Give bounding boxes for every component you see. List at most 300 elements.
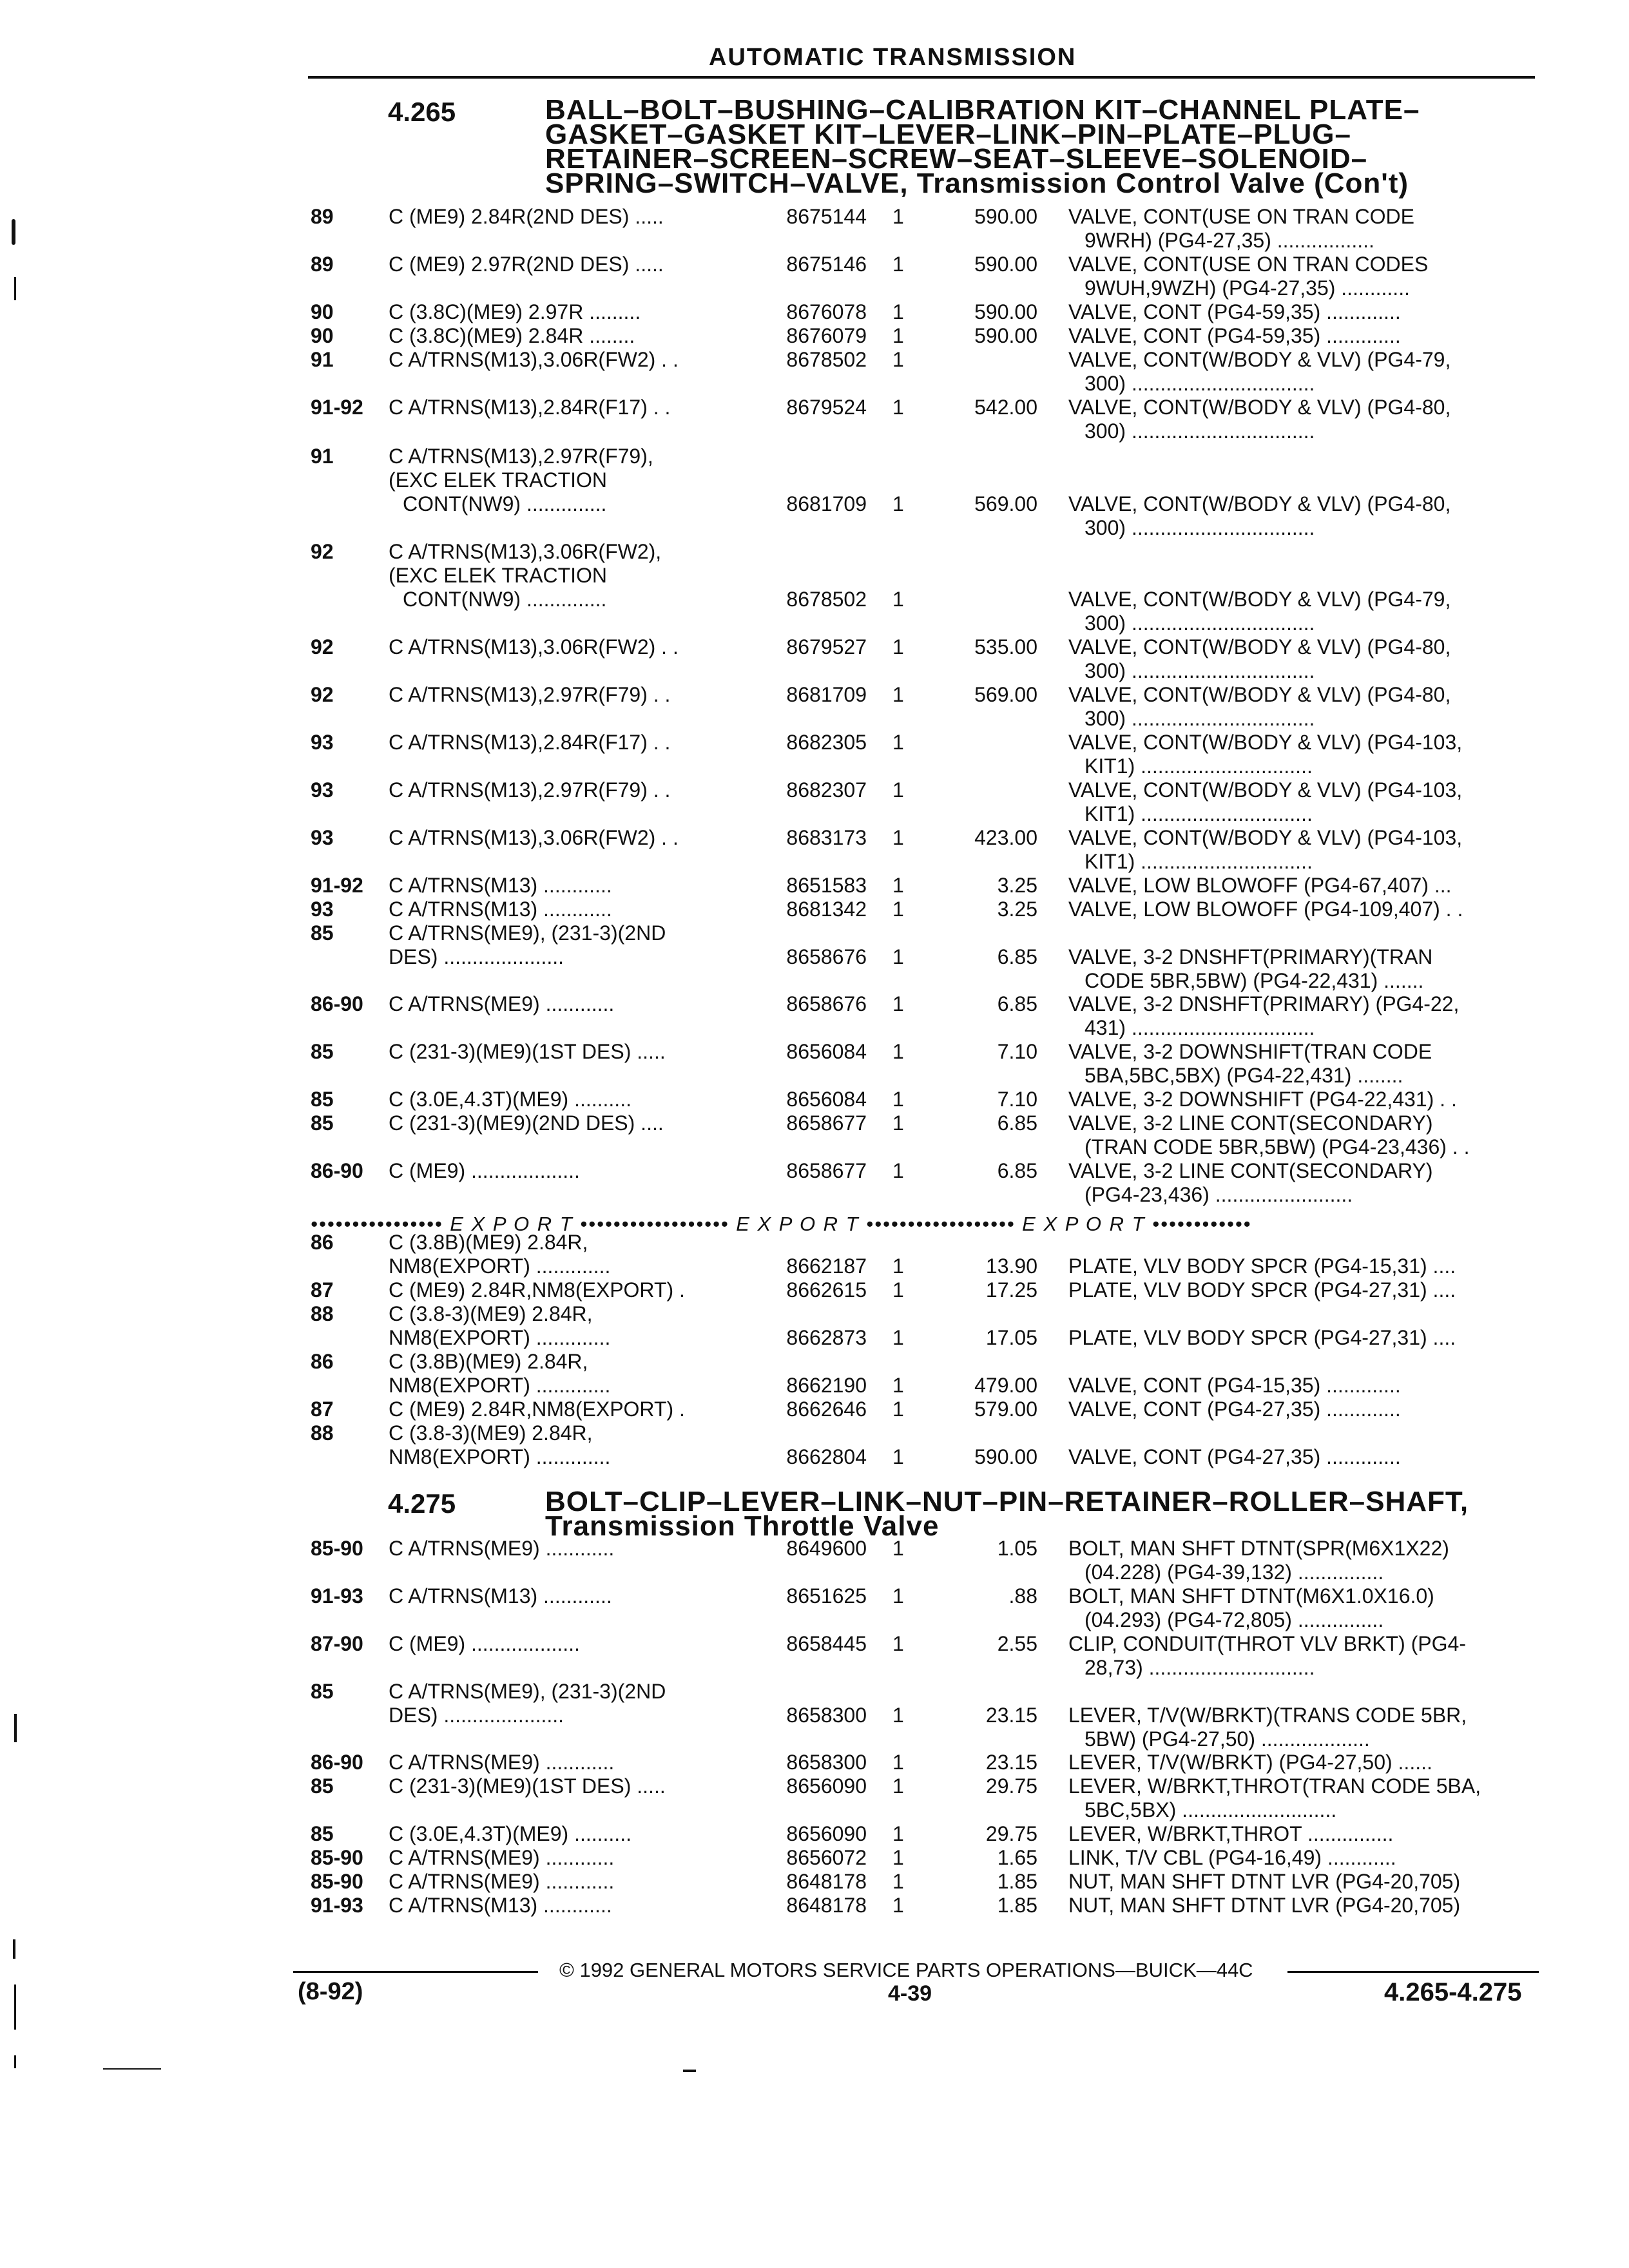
price: 17.05: [985, 1326, 1037, 1349]
description-text: VALVE, 3-2 DOWNSHIFT(TRAN CODE: [1068, 1040, 1432, 1063]
description-text: VALVE, CONT(W/BODY & VLV) (PG4-103,: [1068, 778, 1463, 802]
application-text: C A/TRNS(M13) ............: [389, 1894, 612, 1917]
quantity: 1: [892, 1398, 904, 1421]
price: 569.00: [974, 492, 1037, 515]
application-text: CONT(NW9) ..............: [403, 492, 607, 515]
application-text: C (ME9) ...................: [389, 1159, 580, 1182]
description-text: VALVE, CONT (PG4-27,35) .............: [1068, 1398, 1401, 1421]
application-text: C A/TRNS(M13),2.97R(F79),: [389, 445, 653, 468]
quantity: 1: [892, 635, 904, 658]
quantity: 1: [892, 205, 904, 228]
description-text: PLATE, VLV BODY SPCR (PG4-15,31) ....: [1068, 1254, 1456, 1278]
table-row: [0, 1111, 1629, 1160]
quantity: 1: [892, 1632, 904, 1655]
part-number: 8651583: [786, 874, 867, 897]
application-text: NM8(EXPORT) .............: [389, 1374, 611, 1397]
quantity: 1: [892, 1111, 904, 1135]
description-text: VALVE, CONT (PG4-59,35) .............: [1068, 300, 1401, 323]
application-text: C (231-3)(ME9)(2ND DES) ....: [389, 1111, 664, 1135]
scan-mark: [14, 277, 16, 300]
table-row: [0, 992, 1629, 1041]
table-row: [0, 778, 1629, 827]
figure-number: 85: [311, 921, 334, 945]
section-title: [545, 1486, 1469, 1542]
figure-number: 91-92: [311, 396, 363, 419]
part-number: 8656072: [786, 1846, 867, 1869]
application-text: DES) .....................: [389, 945, 564, 968]
quantity: 1: [892, 826, 904, 849]
price: 13.90: [985, 1254, 1037, 1278]
application-text: C (3.8-3)(ME9) 2.84R,: [389, 1421, 593, 1445]
part-number: 8656090: [786, 1774, 867, 1798]
description-text: VALVE, 3-2 LINE CONT(SECONDARY): [1068, 1159, 1433, 1182]
quantity: 1: [892, 1894, 904, 1917]
figure-number: 85: [311, 1680, 334, 1703]
figure-number: 87: [311, 1398, 334, 1421]
description-text: VALVE, 3-2 DOWNSHIFT (PG4-22,431) . .: [1068, 1088, 1457, 1111]
quantity: 1: [892, 1445, 904, 1468]
part-number: 8662873: [786, 1326, 867, 1349]
figure-number: 93: [311, 731, 334, 754]
figure-number: 93: [311, 826, 334, 849]
description-text: VALVE, CONT(W/BODY & VLV) (PG4-80,: [1068, 683, 1451, 706]
part-number: 8675146: [786, 253, 867, 276]
description-text: PLATE, VLV BODY SPCR (PG4-27,31) ....: [1068, 1278, 1456, 1302]
application-text: DES) .....................: [389, 1704, 564, 1727]
application-text: C (ME9) 2.84R,NM8(EXPORT) .: [389, 1278, 685, 1302]
application-text: C A/TRNS(M13),3.06R(FW2) . .: [389, 635, 679, 658]
part-number: 8648178: [786, 1894, 867, 1917]
part-number: 8679527: [786, 635, 867, 658]
part-number: 8681709: [786, 683, 867, 706]
price: 29.75: [985, 1822, 1037, 1845]
application-text: C A/TRNS(M13),2.97R(F79) . .: [389, 778, 671, 802]
table-row: [0, 348, 1629, 397]
price: 423.00: [974, 826, 1037, 849]
application-text: C A/TRNS(ME9), (231-3)(2ND: [389, 1680, 666, 1703]
footer-rule-left: [293, 1971, 538, 1973]
quantity: 1: [892, 1278, 904, 1302]
table-row: [0, 731, 1629, 780]
figure-number: 89: [311, 253, 334, 276]
part-number: 8678502: [786, 348, 867, 371]
quantity: 1: [892, 1751, 904, 1774]
application-text: C A/TRNS(M13),3.06R(FW2) . .: [389, 826, 679, 849]
price: 7.10: [997, 1088, 1037, 1111]
figure-number: 85: [311, 1088, 334, 1111]
quantity: 1: [892, 1537, 904, 1560]
figure-number: 85: [311, 1774, 334, 1798]
table-row: [0, 635, 1629, 684]
section-title-line: SPRING–SWITCH–VALVE, Transmission Control Valve (Con't): [545, 168, 1409, 199]
application-text: C (ME9) 2.97R(2ND DES) .....: [389, 253, 664, 276]
figure-number: 89: [311, 205, 334, 228]
figure-number: 93: [311, 778, 334, 802]
quantity: 1: [892, 1374, 904, 1397]
description-text: 5BA,5BC,5BX) (PG4-22,431) ........: [1084, 1064, 1403, 1087]
quantity: 1: [892, 1870, 904, 1893]
description-text: 5BC,5BX) ...........................: [1084, 1798, 1337, 1821]
price: 17.25: [985, 1278, 1037, 1302]
table-row: [0, 445, 1629, 539]
quantity: 1: [892, 300, 904, 323]
section-number: 4.275: [388, 1488, 456, 1519]
description-text: KIT1) ..............................: [1084, 850, 1313, 873]
application-text: C (3.8C)(ME9) 2.97R .........: [389, 300, 641, 323]
description-text: 300) ................................: [1084, 611, 1315, 635]
price: 6.85: [997, 1159, 1037, 1182]
figure-number: 85-90: [311, 1537, 363, 1560]
description-text: VALVE, CONT(W/BODY & VLV) (PG4-103,: [1068, 826, 1463, 849]
price: 590.00: [974, 205, 1037, 228]
figure-number: 91-93: [311, 1584, 363, 1608]
quantity: 1: [892, 683, 904, 706]
description-text: 9WRH) (PG4-27,35) .................: [1084, 229, 1374, 252]
footer-section-range: 4.265-4.275: [1384, 1978, 1522, 2006]
quantity: 1: [892, 1088, 904, 1111]
description-text: (PG4-23,436) ........................: [1084, 1183, 1353, 1206]
table-row: [0, 1231, 1629, 1280]
description-text: VALVE, CONT(W/BODY & VLV) (PG4-79,: [1068, 588, 1451, 611]
part-number: 8649600: [786, 1537, 867, 1560]
part-number: 8658676: [786, 992, 867, 1015]
description-text: VALVE, CONT(W/BODY & VLV) (PG4-103,: [1068, 731, 1463, 754]
description-text: VALVE, CONT(USE ON TRAN CODES: [1068, 253, 1429, 276]
figure-number: 91-92: [311, 874, 363, 897]
description-text: 300) ................................: [1084, 707, 1315, 730]
figure-number: 85: [311, 1040, 334, 1063]
application-text: C (231-3)(ME9)(1ST DES) .....: [389, 1040, 666, 1063]
table-row: [0, 1421, 1629, 1470]
part-number: 8648178: [786, 1870, 867, 1893]
description-text: 300) ................................: [1084, 419, 1315, 443]
description-text: VALVE, CONT(W/BODY & VLV) (PG4-79,: [1068, 348, 1451, 371]
application-text: NM8(EXPORT) .............: [389, 1326, 611, 1349]
table-row: [0, 396, 1629, 445]
table-row: [0, 1302, 1629, 1351]
header-rule: [308, 76, 1535, 79]
table-row: [0, 1159, 1629, 1208]
section-title-line: BOLT–CLIP–LEVER–LINK–NUT–PIN–RETAINER–ROLLER–SHAFT,: [545, 1486, 1469, 1517]
scan-mark: [14, 1984, 16, 2030]
quantity: 1: [892, 898, 904, 921]
description-text: (04.228) (PG4-39,132) ...............: [1084, 1561, 1384, 1584]
price: 6.85: [997, 992, 1037, 1015]
footer-copyright: © 1992 GENERAL MOTORS SERVICE PARTS OPERATIONS—BUICK—44C: [559, 1959, 1253, 1981]
price: 23.15: [985, 1751, 1037, 1774]
page-header-title: AUTOMATIC TRANSMISSION: [709, 44, 1077, 71]
description-text: PLATE, VLV BODY SPCR (PG4-27,31) ....: [1068, 1326, 1456, 1349]
quantity: 1: [892, 492, 904, 515]
price: 29.75: [985, 1774, 1037, 1798]
scan-mark: [14, 2055, 16, 2068]
quantity: 1: [892, 1159, 904, 1182]
description-text: 300) ................................: [1084, 516, 1315, 539]
quantity: 1: [892, 1254, 904, 1278]
description-text: LEVER, T/V(W/BRKT)(TRANS CODE 5BR,: [1068, 1704, 1467, 1727]
application-text: C (3.8C)(ME9) 2.84R ........: [389, 324, 635, 347]
application-text: C A/TRNS(ME9) ............: [389, 1846, 615, 1869]
footer-date: (8-92): [298, 1978, 363, 2005]
description-text: VALVE, CONT (PG4-15,35) .............: [1068, 1374, 1401, 1397]
description-text: LEVER, W/BRKT,THROT ...............: [1068, 1822, 1394, 1845]
description-text: 300) ................................: [1084, 372, 1315, 395]
part-number: 8658676: [786, 945, 867, 968]
application-text: C A/TRNS(ME9) ............: [389, 992, 615, 1015]
scan-mark: [683, 2070, 696, 2072]
table-row: [0, 1584, 1629, 1633]
description-text: LEVER, W/BRKT,THROT(TRAN CODE 5BA,: [1068, 1774, 1481, 1798]
price: 1.85: [997, 1894, 1037, 1917]
figure-number: 88: [311, 1421, 334, 1445]
part-number: 8656084: [786, 1088, 867, 1111]
section-title-line: BALL–BOLT–BUSHING–CALIBRATION KIT–CHANNEL PLATE–: [545, 94, 1420, 126]
description-text: VALVE, CONT (PG4-27,35) .............: [1068, 1445, 1401, 1468]
figure-number: 91-93: [311, 1894, 363, 1917]
part-number: 8662187: [786, 1254, 867, 1278]
quantity: 1: [892, 1704, 904, 1727]
application-text: C A/TRNS(ME9) ............: [389, 1537, 615, 1560]
table-row: [0, 1680, 1629, 1751]
part-number: 8675144: [786, 205, 867, 228]
part-number: 8658300: [786, 1704, 867, 1727]
part-number: 8681709: [786, 492, 867, 515]
figure-number: 92: [311, 683, 334, 706]
description-text: 28,73) .............................: [1084, 1656, 1315, 1679]
section-title-line: GASKET–GASKET KIT–LEVER–LINK–PIN–PLATE–PLUG–: [545, 119, 1351, 150]
application-text: C (231-3)(ME9)(1ST DES) .....: [389, 1774, 666, 1798]
description-text: VALVE, 3-2 DNSHFT(PRIMARY)(TRAN: [1068, 945, 1433, 968]
description-text: LEVER, T/V(W/BRKT) (PG4-27,50) ......: [1068, 1751, 1432, 1774]
part-number: 8682305: [786, 731, 867, 754]
description-text: VALVE, CONT(W/BODY & VLV) (PG4-80,: [1068, 635, 1451, 658]
part-number: 8662804: [786, 1445, 867, 1468]
table-row: [0, 826, 1629, 875]
section-title-line: RETAINER–SCREEN–SCREW–SEAT–SLEEVE–SOLENOID–: [545, 143, 1368, 175]
figure-number: 85: [311, 1111, 334, 1135]
quantity: 1: [892, 253, 904, 276]
quantity: 1: [892, 588, 904, 611]
quantity: 1: [892, 348, 904, 371]
table-row: [0, 1537, 1629, 1586]
description-text: VALVE, CONT(W/BODY & VLV) (PG4-80,: [1068, 492, 1451, 515]
quantity: 1: [892, 992, 904, 1015]
application-text: C A/TRNS(M13),2.84R(F17) . .: [389, 731, 671, 754]
description-text: VALVE, LOW BLOWOFF (PG4-67,407) ...: [1068, 874, 1452, 897]
quantity: 1: [892, 1326, 904, 1349]
figure-number: 90: [311, 300, 334, 323]
application-text: C A/TRNS(M13),2.97R(F79) . .: [389, 683, 671, 706]
price: .88: [1008, 1584, 1037, 1608]
price: 479.00: [974, 1374, 1037, 1397]
description-text: NUT, MAN SHFT DTNT LVR (PG4-20,705): [1068, 1894, 1461, 1917]
application-text: NM8(EXPORT) .............: [389, 1445, 611, 1468]
description-text: BOLT, MAN SHFT DTNT(M6X1.0X16.0): [1068, 1584, 1434, 1608]
price: 569.00: [974, 683, 1037, 706]
part-number: 8679524: [786, 396, 867, 419]
quantity: 1: [892, 1584, 904, 1608]
figure-number: 85-90: [311, 1846, 363, 1869]
part-number: 8682307: [786, 778, 867, 802]
figure-number: 91: [311, 348, 334, 371]
figure-number: 87: [311, 1278, 334, 1302]
section-title: [545, 94, 1420, 199]
price: 23.15: [985, 1704, 1037, 1727]
figure-number: 90: [311, 324, 334, 347]
price: 6.85: [997, 1111, 1037, 1135]
figure-number: 85: [311, 1822, 334, 1845]
price: 535.00: [974, 635, 1037, 658]
description-text: KIT1) ..............................: [1084, 754, 1313, 778]
table-row: [0, 1894, 1629, 1943]
application-text: C (3.8-3)(ME9) 2.84R,: [389, 1302, 593, 1325]
application-text: (EXC ELEK TRACTION: [389, 564, 608, 587]
price: 6.85: [997, 945, 1037, 968]
part-number: 8662615: [786, 1278, 867, 1302]
scan-mark: [14, 1714, 17, 1742]
quantity: 1: [892, 396, 904, 419]
application-text: C A/TRNS(M13),3.06R(FW2),: [389, 540, 662, 563]
figure-number: 86-90: [311, 992, 363, 1015]
price: 3.25: [997, 874, 1037, 897]
table-row: [0, 683, 1629, 732]
price: 542.00: [974, 396, 1037, 419]
table-row: [0, 1774, 1629, 1823]
application-text: CONT(NW9) ..............: [403, 588, 607, 611]
table-row: [0, 1040, 1629, 1089]
part-number: 8656090: [786, 1822, 867, 1845]
quantity: 1: [892, 324, 904, 347]
figure-number: 92: [311, 635, 334, 658]
quantity: 1: [892, 731, 904, 754]
part-number: 8681342: [786, 898, 867, 921]
price: 590.00: [974, 1445, 1037, 1468]
footer-page-number: 4-39: [888, 1981, 932, 2006]
figure-number: 86: [311, 1350, 334, 1373]
figure-number: 92: [311, 540, 334, 563]
export-separator: •••••••••••••••• E X P O R T •••••••••••••••••• E X P O R T •••••••••••••••••• E X P O R T ••••••••••••: [311, 1213, 1252, 1235]
figure-number: 91: [311, 445, 334, 468]
application-text: C A/TRNS(M13),3.06R(FW2) . .: [389, 348, 679, 371]
table-row: [0, 921, 1629, 992]
figure-number: 86-90: [311, 1159, 363, 1182]
figure-number: 87-90: [311, 1632, 363, 1655]
table-row: [0, 205, 1629, 254]
price: 590.00: [974, 253, 1037, 276]
application-text: C (3.0E,4.3T)(ME9) ..........: [389, 1822, 631, 1845]
application-text: C (3.8B)(ME9) 2.84R,: [389, 1231, 588, 1254]
figure-number: 88: [311, 1302, 334, 1325]
part-number: 8658677: [786, 1111, 867, 1135]
description-text: (04.293) (PG4-72,805) ...............: [1084, 1608, 1384, 1631]
price: 7.10: [997, 1040, 1037, 1063]
figure-number: 85-90: [311, 1870, 363, 1893]
price: 1.85: [997, 1870, 1037, 1893]
description-text: KIT1) ..............................: [1084, 802, 1313, 825]
quantity: 1: [892, 1774, 904, 1798]
figure-number: 86: [311, 1231, 334, 1254]
part-number: 8651625: [786, 1584, 867, 1608]
description-text: VALVE, CONT (PG4-59,35) .............: [1068, 324, 1401, 347]
part-number: 8678502: [786, 588, 867, 611]
quantity: 1: [892, 945, 904, 968]
section-number: 4.265: [388, 97, 456, 127]
part-number: 8683173: [786, 826, 867, 849]
description-text: CODE 5BR,5BW) (PG4-22,431) .......: [1084, 969, 1424, 992]
description-text: VALVE, CONT(W/BODY & VLV) (PG4-80,: [1068, 396, 1451, 419]
description-text: LINK, T/V CBL (PG4-16,49) ............: [1068, 1846, 1396, 1869]
quantity: 1: [892, 874, 904, 897]
description-text: 9WUH,9WZH) (PG4-27,35) ............: [1084, 276, 1410, 300]
figure-number: 86-90: [311, 1751, 363, 1774]
application-text: C (ME9) ...................: [389, 1632, 580, 1655]
description-text: 5BW) (PG4-27,50) ...................: [1084, 1727, 1370, 1751]
description-text: 300) ................................: [1084, 659, 1315, 682]
part-number: 8658300: [786, 1751, 867, 1774]
table-row: [0, 540, 1629, 635]
application-text: C (3.8B)(ME9) 2.84R,: [389, 1350, 588, 1373]
description-text: 431) ................................: [1084, 1016, 1315, 1039]
price: 1.05: [997, 1537, 1037, 1560]
application-text: (EXC ELEK TRACTION: [389, 468, 608, 492]
price: 590.00: [974, 324, 1037, 347]
application-text: C A/TRNS(M13) ............: [389, 874, 612, 897]
price: 1.65: [997, 1846, 1037, 1869]
scan-mark: [12, 219, 15, 245]
application-text: C A/TRNS(M13) ............: [389, 1584, 612, 1608]
application-text: C A/TRNS(ME9) ............: [389, 1870, 615, 1893]
application-text: C (ME9) 2.84R,NM8(EXPORT) .: [389, 1398, 685, 1421]
description-text: NUT, MAN SHFT DTNT LVR (PG4-20,705): [1068, 1870, 1461, 1893]
application-text: NM8(EXPORT) .............: [389, 1254, 611, 1278]
part-number: 8658677: [786, 1159, 867, 1182]
part-number: 8676079: [786, 324, 867, 347]
description-text: BOLT, MAN SHFT DTNT(SPR(M6X1X22): [1068, 1537, 1449, 1560]
price: 2.55: [997, 1632, 1037, 1655]
table-row: [0, 1350, 1629, 1399]
application-text: C (3.0E,4.3T)(ME9) ..........: [389, 1088, 631, 1111]
part-number: 8658445: [786, 1632, 867, 1655]
description-text: VALVE, CONT(USE ON TRAN CODE: [1068, 205, 1414, 228]
price: 590.00: [974, 300, 1037, 323]
application-text: C A/TRNS(M13),2.84R(F17) . .: [389, 396, 671, 419]
quantity: 1: [892, 1846, 904, 1869]
figure-number: 93: [311, 898, 334, 921]
description-text: VALVE, 3-2 DNSHFT(PRIMARY) (PG4-22,: [1068, 992, 1460, 1015]
application-text: C (ME9) 2.84R(2ND DES) .....: [389, 205, 664, 228]
quantity: 1: [892, 778, 904, 802]
description-text: (TRAN CODE 5BR,5BW) (PG4-23,436) . .: [1084, 1135, 1470, 1158]
section-title-line: Transmission Throttle Valve: [545, 1510, 940, 1542]
description-text: VALVE, LOW BLOWOFF (PG4-109,407) . .: [1068, 898, 1463, 921]
part-number: 8662190: [786, 1374, 867, 1397]
price: 579.00: [974, 1398, 1037, 1421]
application-text: C A/TRNS(ME9), (231-3)(2ND: [389, 921, 666, 945]
table-row: [0, 253, 1629, 302]
quantity: 1: [892, 1822, 904, 1845]
application-text: C A/TRNS(ME9) ............: [389, 1751, 615, 1774]
scan-mark: [103, 2068, 161, 2070]
quantity: 1: [892, 1040, 904, 1063]
scan-mark: [13, 1939, 15, 1959]
footer-rule-right: [1287, 1971, 1539, 1973]
description-text: CLIP, CONDUIT(THROT VLV BRKT) (PG4-: [1068, 1632, 1466, 1655]
price: 3.25: [997, 898, 1037, 921]
description-text: VALVE, 3-2 LINE CONT(SECONDARY): [1068, 1111, 1433, 1135]
table-row: [0, 1632, 1629, 1681]
application-text: C A/TRNS(M13) ............: [389, 898, 612, 921]
part-number: 8662646: [786, 1398, 867, 1421]
